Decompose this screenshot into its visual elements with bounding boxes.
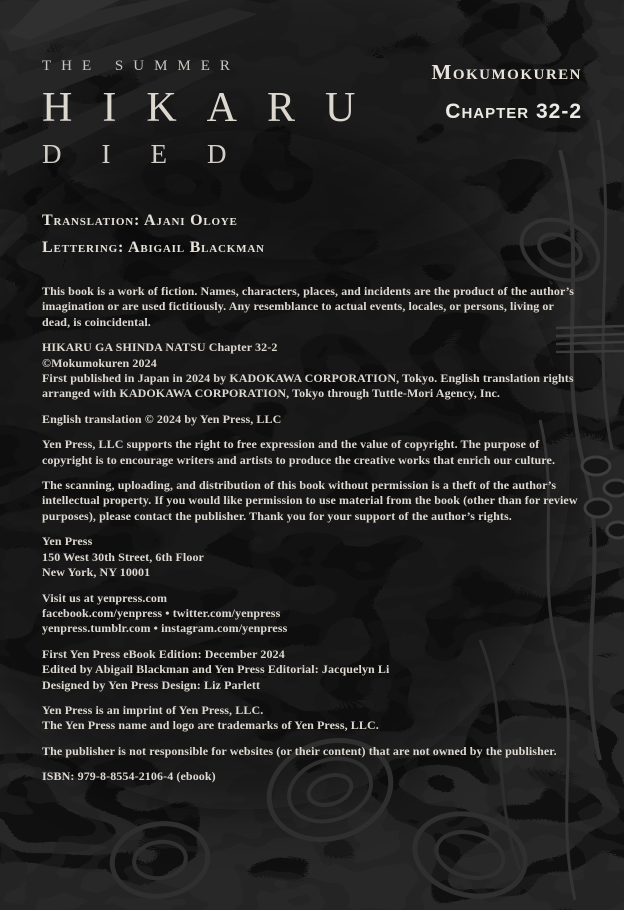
text-line: The scanning, uploading, and distribution of this book without permission is a theft of the author’s intellectual property. If you would like permission to use material from the book (other than for review purposes), please contact the publisher. Thank you for your support of the author’s rights. <box>42 478 578 523</box>
text-line: facebook.com/yenpress • twitter.com/yenpress <box>42 605 281 620</box>
series-title-main: HIKARU <box>42 85 386 131</box>
text-line: Edited by Abigail Blackman and Yen Press Editorial: Jacquelyn Li <box>42 662 390 677</box>
author-block <box>432 60 582 124</box>
series-title-sub: DIED <box>42 139 267 169</box>
text-line: First published in Japan in 2024 by KADOKAWA CORPORATION, Tokyo. English translation rights arranged with KADOKAWA CORPORATION, Tokyo through Tuttle-Mori Agency, Inc. <box>42 371 574 401</box>
paragraph <box>42 478 582 524</box>
paragraph <box>42 647 582 693</box>
text-line: English translation © 2024 by Yen Press, LLC <box>42 411 282 426</box>
text-line: 150 West 30th Street, 6th Floor <box>42 549 204 564</box>
translation-credit: Translation: Ajani Oloye <box>42 212 238 229</box>
paragraph <box>42 340 582 402</box>
text-line: yenpress.tumblr.com • instagram.com/yenpress <box>42 621 288 636</box>
chapter-label: Chapter 32-2 <box>445 100 582 123</box>
body-paragraphs <box>42 284 582 795</box>
text-line: Yen Press <box>42 534 93 549</box>
text-line: Yen Press is an imprint of Yen Press, LLC. <box>42 702 264 717</box>
series-title-top: THE SUMMER <box>42 58 240 74</box>
text-line: HIKARU GA SHINDA NATSU Chapter 32-2 <box>42 340 278 355</box>
text-line: The publisher is not responsible for websites (or their content) that are not owned by the publisher. <box>42 743 557 758</box>
text-line: The Yen Press name and logo are trademarks of Yen Press, LLC. <box>42 718 379 733</box>
paragraph <box>42 769 582 784</box>
text-line: ©Mokumokuren 2024 <box>42 355 157 370</box>
lettering-credit: Lettering: Abigail Blackman <box>42 239 265 256</box>
text-line: This book is a work of fiction. Names, characters, places, and incidents are the product of the author’s imagination or are used fictitiously. Any resemblance to actual events, locales, or persons, living or dead, is coincidental. <box>42 284 575 329</box>
text-line: First Yen Press eBook Edition: December 2024 <box>42 646 285 661</box>
paragraph <box>42 284 582 330</box>
text-line: Yen Press, LLC supports the right to free expression and the value of copyright. The purpose of copyright is to encourage writers and artists to produce the creative works that enrich our culture. <box>42 437 556 467</box>
paragraph <box>42 591 582 637</box>
paragraph <box>42 703 582 734</box>
text-line: Visit us at yenpress.com <box>42 590 168 605</box>
text-line: New York, NY 10001 <box>42 565 151 580</box>
author-name: Mokumokuren <box>431 60 582 84</box>
series-title <box>42 58 385 170</box>
paragraph <box>42 534 582 580</box>
staff-credits <box>42 211 265 265</box>
paragraph <box>42 744 582 759</box>
paragraph <box>42 437 582 468</box>
paragraph <box>42 412 582 427</box>
text-line: ISBN: 979-8-8554-2106-4 (ebook) <box>42 769 216 784</box>
text-line: Designed by Yen Press Design: Liz Parlett <box>42 677 261 692</box>
